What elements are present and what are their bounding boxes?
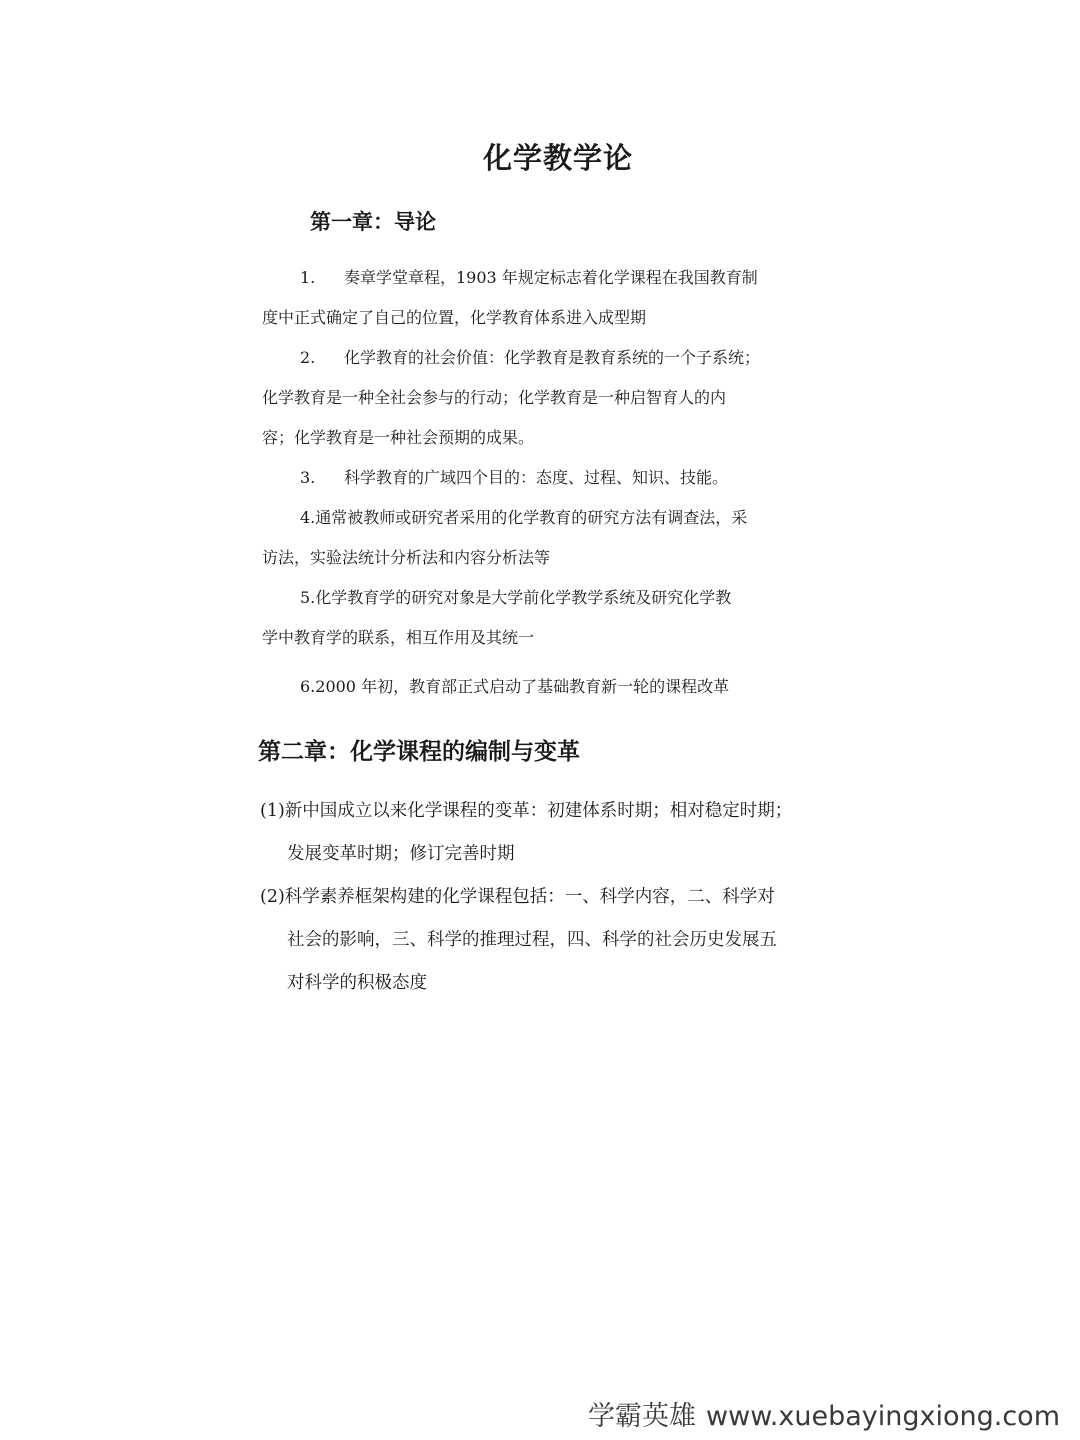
ch1-item-3-number: 3. [300,468,316,487]
ch1-item-1-line-2: 度中正式确定了自己的位置，化学教育体系进入成型期 [262,308,647,327]
ch1-item-1-line-1 [300,268,758,288]
ch2-item-2-line-1: (2)科学素养框架构建的化学课程包括：一、科学内容，二、科学对 [260,887,775,907]
watermark [588,1394,1060,1433]
ch1-item-2-line-2: 化学教育是一种全社会参与的行动；化学教育是一种启智育人的内 [262,388,727,407]
chapter-1-heading: 第一章：导论 [310,210,436,234]
ch1-item-2-line-3: 容；化学教育是一种社会预期的成果。 [262,428,535,447]
ch1-item-5-line-1: 5.化学教育学的研究对象是大学前化学教学系统及研究化学教 [300,588,732,607]
ch2-item-2-line-2: 社会的影响，三、科学的推理过程，四、科学的社会历史发展五 [287,930,777,950]
ch2-item-1-line-2: 发展变革时期；修订完善时期 [287,844,515,864]
page-title: 化学教学论 [482,141,633,175]
ch1-item-3-line-1 [300,468,728,488]
ch1-item-1-text-1: 奏章学堂章程，1903 年规定标志着化学课程在我国教育制 [344,268,758,287]
ch2-item-1-line-1: (1)新中国成立以来化学课程的变革：初建体系时期；相对稳定时期； [260,801,793,821]
ch2-item-2-line-3: 对科学的积极态度 [287,973,427,993]
ch1-item-4-line-2: 访法，实验法统计分析法和内容分析法等 [262,548,551,567]
ch1-item-2-number: 2. [300,348,316,367]
chapter-2-heading: 第二章：化学课程的编制与变革 [258,739,580,765]
ch1-item-6-line-1: 6.2000 年初，教育部正式启动了基础教育新一轮的课程改革 [300,677,730,696]
ch1-item-2-text-1: 化学教育的社会价值：化学教育是教育系统的一个子系统； [344,348,761,367]
ch1-item-1-number: 1. [300,268,316,287]
ch1-item-3-text-1: 科学教育的广域四个目的：态度、过程、知识、技能。 [344,468,729,487]
watermark-url: www.xuebayingxiong.com [706,1401,1060,1432]
ch1-item-5-line-2: 学中教育学的联系，相互作用及其统一 [262,628,535,647]
ch1-item-2-line-1 [300,348,760,368]
watermark-brand: 学霸英雄 [588,1401,697,1432]
ch1-item-4-line-1: 4.通常被教师或研究者采用的化学教育的研究方法有调查法，采 [300,508,748,527]
